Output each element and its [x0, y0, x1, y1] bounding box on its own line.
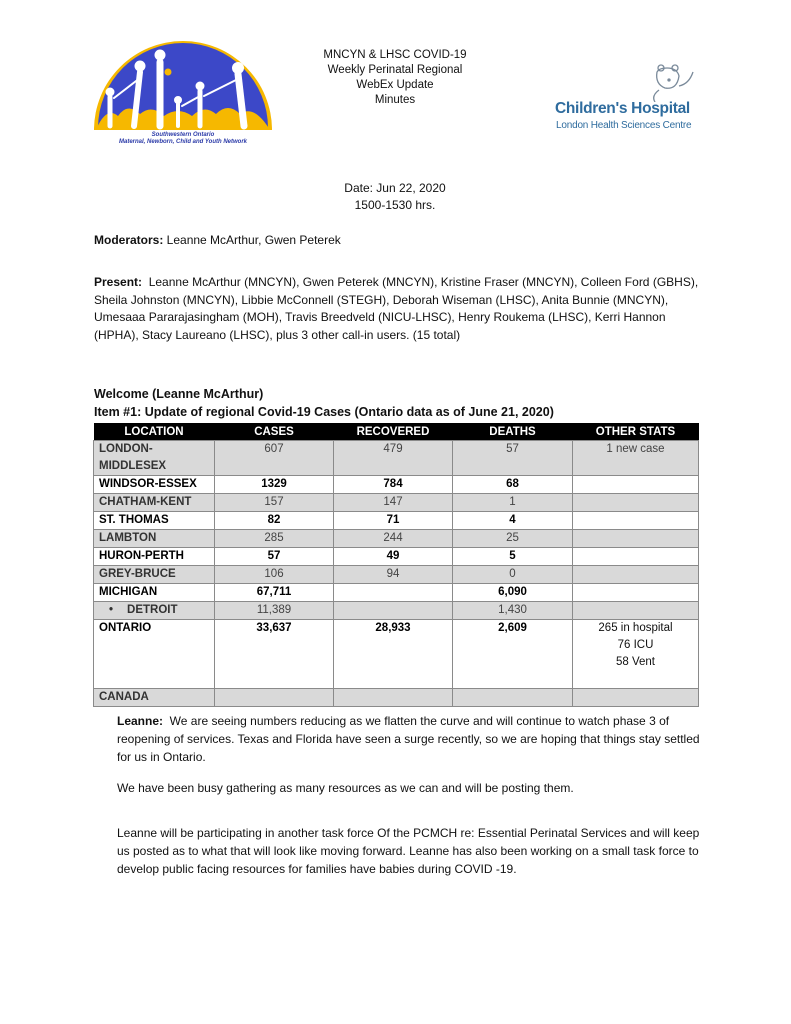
- other-stat-line: 265 in hospital: [598, 622, 673, 634]
- family-arch-icon: [88, 40, 278, 132]
- title-line: WebEx Update: [356, 79, 434, 91]
- table-row: [94, 476, 699, 494]
- cell-other: [573, 584, 699, 602]
- meeting-time: 1500-1530 hrs.: [354, 198, 436, 212]
- cell-cases: 33,637: [215, 620, 334, 689]
- cell-other: [573, 620, 699, 689]
- logo-caption-line1: Southwestern Ontario: [151, 132, 215, 138]
- table-header-row: [94, 423, 699, 441]
- cell-recovered: 28,933: [334, 620, 453, 689]
- title-line: Minutes: [374, 94, 416, 106]
- cell-other: [573, 689, 699, 707]
- cell-location: CHATHAM-KENT: [94, 494, 215, 512]
- cell-recovered: 479: [334, 441, 453, 476]
- cell-other: [573, 566, 699, 584]
- header-other-stats: OTHER STATS: [573, 423, 699, 441]
- leanne-text: We are seeing numbers reducing as we flatten the curve and will continue to watch phase 3 of reopening of services. Texas and Florida have seen a surge recently, so we are hoping that things stay settled for us in Ontario.: [117, 714, 703, 764]
- document-title: [290, 48, 500, 108]
- cell-cases: 57: [215, 548, 334, 566]
- cell-recovered: 71: [334, 512, 453, 530]
- cell-recovered: 147: [334, 494, 453, 512]
- header-cases: CASES: [215, 423, 334, 441]
- cell-location: WINDSOR-ESSEX: [94, 476, 215, 494]
- teddy-bear-icon: [649, 62, 695, 102]
- cell-cases: 285: [215, 530, 334, 548]
- cell-other: [573, 476, 699, 494]
- cell-cases: 11,389: [215, 602, 334, 620]
- moderators-value: Leanne McArthur, Gwen Peterek: [163, 233, 341, 247]
- childrens-hospital-logo: [555, 62, 695, 134]
- covid-cases-table: [93, 423, 699, 707]
- cell-deaths: 4: [453, 512, 573, 530]
- cell-recovered: 94: [334, 566, 453, 584]
- cell-location: CANADA: [94, 689, 215, 707]
- cell-recovered: [334, 602, 453, 620]
- table-row: [94, 689, 699, 707]
- cell-cases: [215, 689, 334, 707]
- table-row: [94, 602, 699, 620]
- moderators: [94, 232, 704, 250]
- table-row: [94, 584, 699, 602]
- logo-caption-line2: Maternal, Newborn, Child and Youth Network: [118, 139, 247, 145]
- resources-note: We have been busy gathering as many resources as we can and will be posting them.: [117, 781, 574, 795]
- table-row: [94, 494, 699, 512]
- cell-cases: 67,711: [215, 584, 334, 602]
- cell-deaths: 5: [453, 548, 573, 566]
- cell-deaths: 6,090: [453, 584, 573, 602]
- cell-other: 1 new case: [573, 441, 699, 476]
- cell-other: [573, 602, 699, 620]
- other-stat-line: 58 Vent: [615, 656, 655, 668]
- cell-other: [573, 548, 699, 566]
- cell-deaths: 57: [453, 441, 573, 476]
- leanne-label: Leanne:: [117, 714, 164, 728]
- cell-deaths: 1,430: [453, 602, 573, 620]
- table-row: [94, 620, 699, 689]
- title-line: MNCYN & LHSC COVID-19: [323, 49, 467, 61]
- cell-location: ST. THOMAS: [94, 512, 215, 530]
- cell-other: [573, 494, 699, 512]
- cell-recovered: 784: [334, 476, 453, 494]
- welcome-heading: Welcome (Leanne McArthur): [94, 387, 264, 401]
- table-row: [94, 548, 699, 566]
- other-stat-line: 76 ICU: [617, 639, 654, 651]
- present-label: Present:: [94, 275, 143, 289]
- cell-other: [573, 512, 699, 530]
- table-row: [94, 530, 699, 548]
- cell-deaths: 25: [453, 530, 573, 548]
- table-row: [94, 441, 699, 476]
- cell-cases: 157: [215, 494, 334, 512]
- cell-recovered: [334, 584, 453, 602]
- attendees: [94, 274, 704, 344]
- meeting-date: Date: Jun 22, 2020: [344, 181, 446, 195]
- cell-cases: 106: [215, 566, 334, 584]
- cell-location-text: DETROIT: [127, 604, 178, 616]
- moderators-label: Moderators:: [94, 233, 164, 247]
- cell-deaths: [453, 689, 573, 707]
- cell-deaths: 68: [453, 476, 573, 494]
- cell-location: GREY-BRUCE: [94, 566, 215, 584]
- item1-heading: Item #1: Update of regional Covid-19 Cases (Ontario data as of June 21, 2020): [94, 405, 554, 419]
- cell-deaths: 0: [453, 566, 573, 584]
- hospital-subtitle: London Health Sciences Centre: [556, 120, 692, 131]
- present-value: Leanne McArthur (MNCYN), Gwen Peterek (MNCYN), Kristine Fraser (MNCYN), Colleen Ford (GBHS), Sheila Johnston (MNCYN), Libbie McConnell (STEGH), Deborah Wiseman (LHSC), Anita Bunnie (MNCYN), Umesaaa Pararajasingham (MOH), Travis Breedveld (NICU-LHSC), Henry Roukema (LHSC), Kerri Hannon (HPHA), Stacy Laureano (LHSC), plus 3 other call-in users. (15 total): [94, 275, 702, 342]
- cell-recovered: 49: [334, 548, 453, 566]
- cell-location: MICHIGAN: [94, 584, 215, 602]
- header-deaths: DEATHS: [453, 423, 573, 441]
- cell-location: ONTARIO: [94, 620, 215, 689]
- hospital-name: Children's Hospital: [555, 100, 690, 117]
- meeting-datetime: [290, 180, 500, 214]
- task-force-note: Leanne will be participating in another task force Of the PCMCH re: Essential Perinatal Services and will keep us posted as to what that will look like moving forward. Leanne has also been working on a small task force to develop public facing resources for families have babies during COVID -19.: [117, 826, 700, 876]
- cell-location: LONDON- MIDDLESEX: [94, 441, 215, 476]
- cell-other: [573, 530, 699, 548]
- title-line: Weekly Perinatal Regional: [327, 64, 463, 76]
- table-row: [94, 512, 699, 530]
- mncyn-logo: [88, 40, 278, 146]
- cell-location: [94, 602, 215, 620]
- cell-recovered: [334, 689, 453, 707]
- cell-deaths: 1: [453, 494, 573, 512]
- cell-cases: 82: [215, 512, 334, 530]
- cell-location: HURON-PERTH: [94, 548, 215, 566]
- cell-cases: 1329: [215, 476, 334, 494]
- cell-location: LAMBTON: [94, 530, 215, 548]
- bullet-icon: •: [109, 604, 114, 616]
- header-location: LOCATION: [94, 423, 215, 441]
- cell-recovered: 244: [334, 530, 453, 548]
- table-row: [94, 566, 699, 584]
- header-recovered: RECOVERED: [334, 423, 453, 441]
- cell-cases: 607: [215, 441, 334, 476]
- leanne-update: [117, 712, 707, 766]
- cell-deaths: 2,609: [453, 620, 573, 689]
